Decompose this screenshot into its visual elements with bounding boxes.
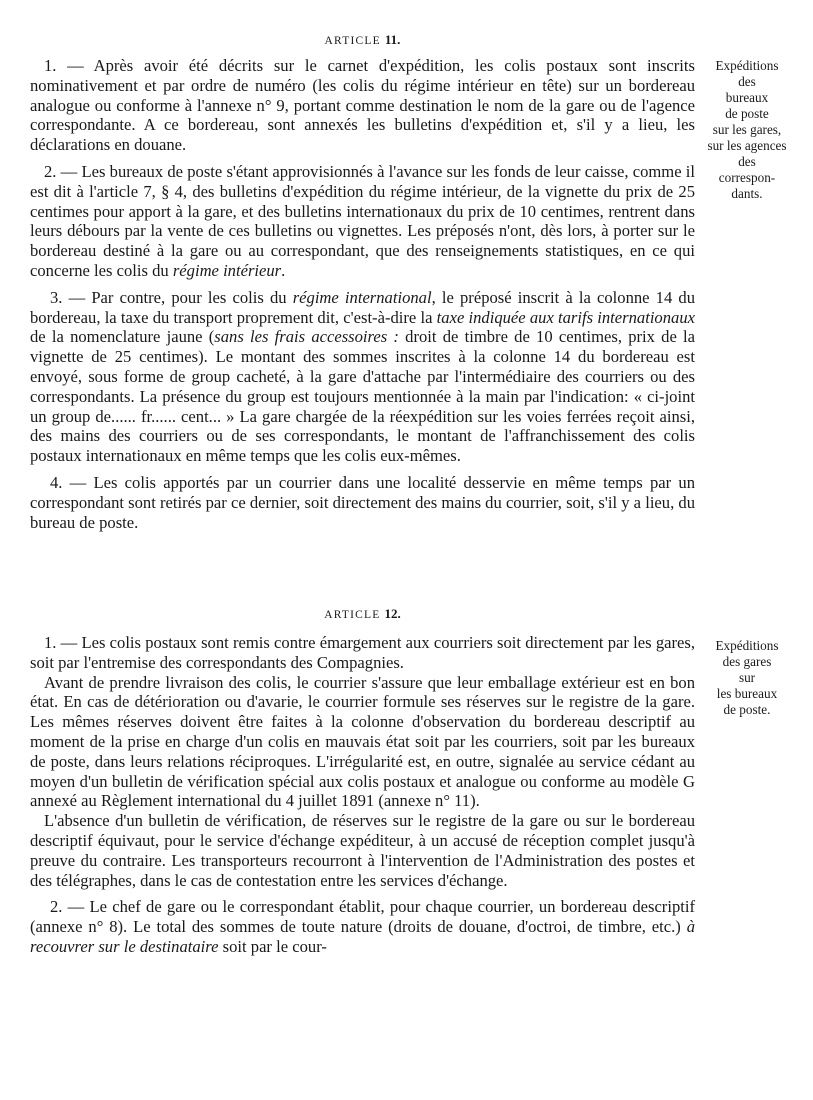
margin-note-line: des [738,154,756,169]
paragraph [30,897,695,956]
paragraph: 4. — Les colis apportés par un courrier dans une localité desservie en même temps par un correspondant sont retirés par ce dernier, soit directement des mains du courrier, soit, s'il y a lieu, du bureau de poste. [30,472,695,532]
paragraph-text: de la nomenclature jaune ( [30,327,215,347]
margin-note-line: Expéditions [715,638,779,653]
paragraph-text: droit de timbre de 10 centimes, prix de la vignette de 25 centimes). Le montant des sommes inscrites à la colonne 14 du bordereau est envoyé, sous forme de group cacheté, à la gare d'attache par l'intermédiaire des courriers ou des correspondants. La présence du group est toujours mentionnée à la main par l'indication: « ci-joint un group de...... fr...... cent... » La gare chargée de la réexpédition sur les voies ferrées reçoit ainsi, des mains des courriers ou de ses correspondants, le montant de l'affranchissement des colis postaux internationaux en même temps que les colis eux-mêmes. [30,327,696,466]
margin-note-line: sur [738,670,756,685]
paragraph [30,162,695,281]
margin-note-line: de poste [725,106,769,121]
article-11-body [30,56,695,532]
article-12-body [30,633,695,957]
article-number: 11. [384,32,401,47]
italic-text: taxe indiquée aux tarifs internationaux [436,307,695,327]
article-label: ARTICLE [324,609,381,621]
article-number: 12. [384,606,401,621]
article-12-heading [30,606,695,622]
paragraph: L'absence d'un bulletin de vérification, de réserves sur le registre de la gare ou sur le bordereau descriptif équivaut, pour le service d'échange expéditeur, à un accusé de réception complet jusqu'à preuve du contraire. Les transporteurs recourront à l'intervention de l'Administration des postes et des télégraphes, dans le cas de contestation entre les services d'échange. [30,811,695,890]
margin-note-line: des [738,74,756,89]
margin-note-line: bureaux [725,90,769,105]
paragraph-text: 3. — Par contre, pour les colis du [50,287,293,307]
paragraph-text: 2. — Les bureaux de poste s'étant approvisionnés à l'avance sur les fonds de leur caisse, comme il est dit à l'article 7, § 4, des bulletins d'expédition du régime intérieur, de la vignette du prix de 25 centimes pour apport à la gare, et des bulletins internationaux du prix de 10 centimes, rentrent dans leurs débours par la vente de ces bulletins ou vignettes. Les préposés n'ont, dès lors, à porter sur le bordereau destiné à la gare ou au correspondant, que des renseignements statistiques, en ce qui concerne les colis du [30,161,695,280]
margin-note-line: correspon- [718,170,776,185]
paragraph: 1. — Après avoir été décrits sur le carnet d'expédition, les colis postaux sont inscrits nominativement et par ordre de numéro (les colis du régime intérieur en tête) sur un bordereau analogue ou conforme à l'annexe n° 9, portant comme destination le nom de la gare ou de l'agence correspondante. A ce bordereau, sont annexés les bulletins d'expédition et, s'il y a lieu, les déclarations en douane. [30,56,695,155]
margin-note-line: dants. [731,186,763,201]
margin-note-line: Expéditions [715,58,779,73]
article-11-heading [30,32,695,48]
paragraph [30,288,695,466]
paragraph: 1. — Les colis postaux sont remis contre émargement aux courriers soit directement par les gares, soit par l'entremise des correspondants des Compagnies. [30,633,695,672]
article-label: ARTICLE [324,35,381,47]
margin-note-line: les bureaux [716,686,778,701]
margin-note-line: des gares [722,654,772,669]
margin-note-line: sur les gares, [712,122,782,137]
italic-text: régime international [292,287,432,307]
paragraph: Avant de prendre livraison des colis, le courrier s'assure que leur emballage extérieur est en bon état. En cas de détérioration ou d'avarie, le courrier formule ses réserves sur le registre de la gare. Les mêmes réserves doivent être faites à la colonne d'observation du bordereau descriptif au moment de la prise en charge d'un colis en mauvais état soit par les courriers, soit par les bureaux de poste, dans leurs relations réciproques. L'irrégularité est, en outre, signalée au service cédant au moyen d'un bulletin de vérification spécial aux colis postaux et analogue ou conforme au modèle G annexé au Règlement international du 4 juillet 1891 (annexe n° 11). [30,672,695,811]
italic-text: régime intérieur [172,260,282,280]
margin-note-line: de poste. [723,702,771,717]
italic-text: à recouvrer sur le destinataire [30,917,695,956]
paragraph-text: . [281,260,286,280]
article-11-margin-note [694,58,800,202]
paragraph-text: soit par le cour- [218,936,327,956]
italic-text: sans les frais accessoires : [214,327,399,347]
paragraph-text: 2. — Le chef de gare ou le correspondant établit, pour chaque courrier, un bordereau descriptif (annexe n° 8). Le total des sommes de toute nature (droits de douane, d'octroi, de timbre, etc.) [30,897,695,937]
article-12-margin-note [694,638,800,718]
margin-note-line: sur les agences [707,138,787,153]
paragraph-text: , le préposé inscrit à la colonne 14 du bordereau, la taxe du transport proprement dit, c'est-à-dire la [30,287,695,327]
